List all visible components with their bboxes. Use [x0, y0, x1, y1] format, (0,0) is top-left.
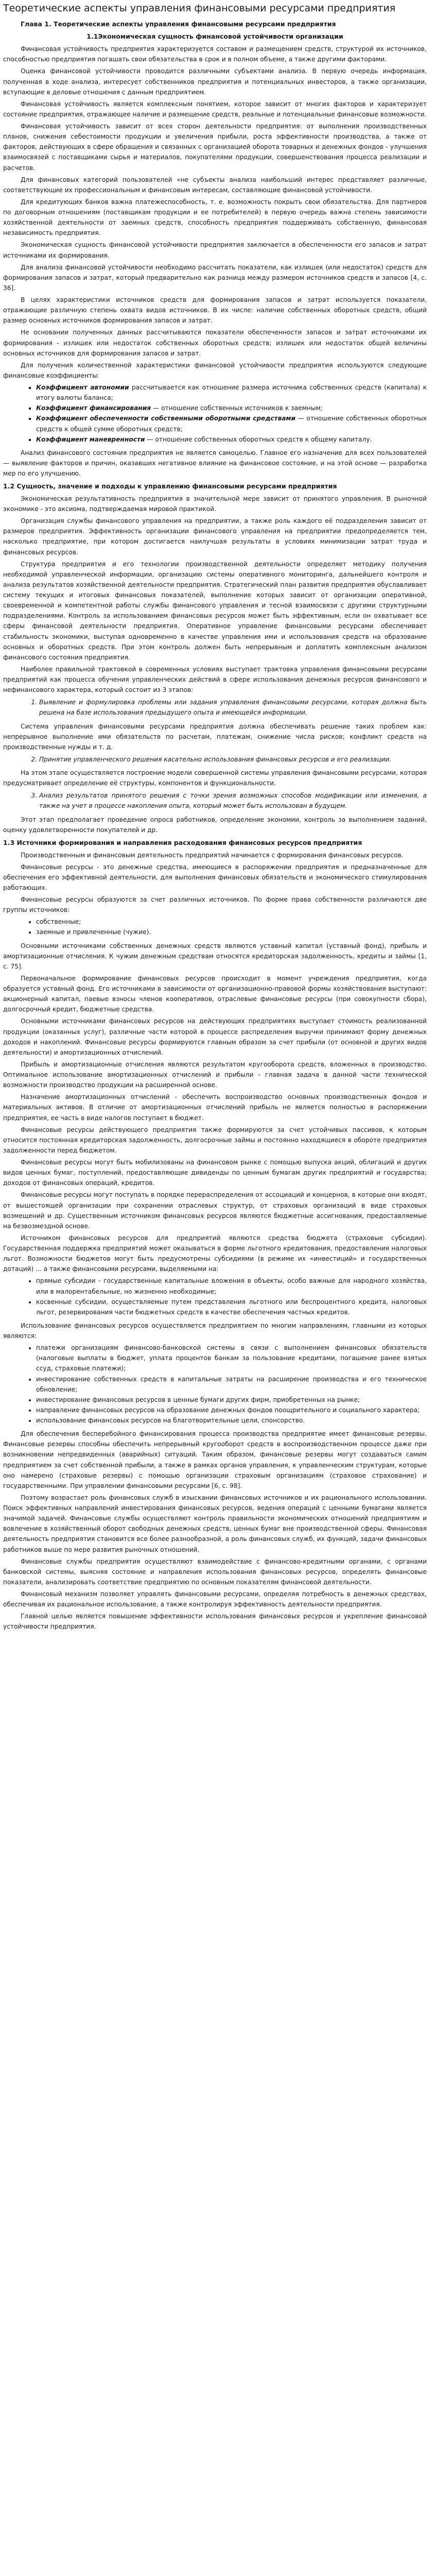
term-definition: — отношение собственных оборотных средств к общему капиталу. — [145, 435, 372, 443]
paragraph: В целях характеристики источников средств для формирования запасов и затрат используется показатели, отражающие различную степень охвата видов источников. В их числе: наличие собственных оборотных средств, общий размер основных источников формирования запасов и затрат. — [3, 296, 427, 325]
term: Коэффициент маневренности — [36, 435, 145, 443]
section-1-2-heading: 1.2 Сущность, значение и подходы к управлению финансовыми ресурсами предприятия — [3, 482, 337, 490]
term-definition: рассчитывается как отношение размера источника собственных средств (капитала) к итогу валюты баланса; — [36, 384, 427, 402]
paragraph: Основными источниками финансовых ресурсов на действующих предприятиях выступает стоимость реализованной продукции (оказанных услуг), различные части которой в процессе распределения выручки принимают форму денежных доходов и накоплений. Финансовые ресурсы формируются главным образом за счет прибыли (от основной и других видов деятельности) и амортизационных отчислений. — [3, 1018, 427, 1056]
term: Коэффициент автономии — [36, 384, 129, 392]
term-definition: — отношение собственных оборотных средств к общей сумме оборотных средств; — [36, 415, 427, 433]
subsidy-forms-list — [3, 1276, 427, 1317]
paragraph: Экономическая сущность финансовой устойчивости предприятия заключается в обеспеченности его запасов и затрат источниками их формирования. — [3, 241, 427, 259]
coefficient-list — [3, 382, 427, 445]
list-item: • собственные; — [36, 917, 427, 927]
paragraph: Прибыль и амортизационные отчисления являются результатом кругооборота средств, вложенных в производство. Оптимальное использование амортизационных отчислений и прибыли - главная задача в данной части технической возможности производство продукции на расширенной основе. — [3, 1060, 427, 1089]
paragraph: Для получения количественной характеристики финансовой устойчивости предприятия используются следующие финансовые коэффициенты: — [3, 361, 427, 379]
list-item: • инвестирование финансовых ресурсов в ценные бумаги других фирм, приобретенных на рынке; — [36, 1395, 427, 1405]
paragraph: Назначение амортизационных отчислений - обеспечить воспроизводство основных производственных фондов и материальных активов. В отличие от амортизационных отчислений прибыль не является полностью в распоряжении предприятия, ее часть в виде налогов поступает в бюджет. — [3, 1093, 427, 1122]
paragraph: Финансовые ресурсы образуются за счет различных источников. По форме права собственности различаются две группы источников: — [3, 896, 427, 914]
list-item — [36, 413, 427, 434]
paragraph: Для обеспечения бесперебойного финансирования процесса производства предприятие имеет финансовые резервы. Финансовые резервы способны обеспечить непрерывный кругооборот средств в воспроизводственном процессе даже при возникновении непредвиденных (аварийных) ситуаций. Таким образом, финансовые резервы могут создаваться самим предприятием за счет собственной прибыли, а также в рамках органов управления, к управленческим структурам, которые оно намерено (страховые резервы) с помощью организации страховым организациям (страховое страхование) и государственными. При управлении финансовыми ресурсами [6, с. 98]. — [3, 1430, 427, 1489]
paragraph: Этот этап предполагает проведение опроса работников, определение экономии, контроль за выполнением заданий, оценку удовлетворенности покупателей и др. — [3, 816, 427, 834]
list-item: • платежи организациям финансово-банковской системы в связи с выполнением финансовых обязательств (налоговые выплаты в бюджет, уплата процентов банкам за пользование кредитами, погашение ранее взятых ссуд, страховые платежи); — [36, 1343, 427, 1374]
paragraph: Финансовые ресурсы могут поступать в порядке перераспределения от ассоциаций и концернов, в которые они входят, от вышестоящей организации при сохранении отраслевых структур, от страховых организаций в виде страховых возмещений и др. Существенным источником финансовых ресурсов являются бюджетные ассигнования, предоставляемые на безвозмездной основе. — [3, 1191, 427, 1230]
paragraph: Оценка финансовой устойчивости проводится различными субъектами анализа. В первую очередь информация, полученная в ходе анализа, интересует собственников предприятия и потенциальных инвесторов, а также организации, вступающие в деловые отношения с данным предприятием. — [3, 67, 427, 96]
term: Коэффициент обеспеченности собственными оборотными средствами — [36, 415, 296, 422]
paragraph: Основными источниками собственных денежных средств являются уставный капитал (уставный фонд), прибыль и амортизационные отчисления. К чужим денежным средствам относятся кредиторская задолженность, кредиты и займы [1, с. 75]. — [3, 942, 427, 970]
list-item: • прямые субсидии - государственные капитальные вложения в объекты, особо важные для народного хозяйства, или в малорентабельные, но жизненно необходимые; — [36, 1276, 427, 1296]
paragraph: На этом этапе осуществляется построение модели совершенной системы управления финансовыми ресурсами, которая предусматривает определение её структуры, компонентов и функциональности. — [3, 769, 427, 787]
list-item: • использование финансовых ресурсов на благотворительные цели, спонсорство. — [36, 1415, 427, 1426]
paragraph: Для финансовых категорий пользователей «не субъекты анализа наибольший интерес представляет различные, соответствующие их профессиональным и финансовым интересам, составляющие финансовой устойчивости. — [3, 176, 427, 194]
management-stages-list — [3, 754, 427, 765]
paragraph: Финансовые ресурсы действующего предприятия также формируются за счет устойчивых пассивов, к которым относится постоянная кредиторская задолженность, долгосрочные займы и постоянно находящиеся в обороте предприятия задолженности перед бюджетом. — [3, 1126, 427, 1154]
section-1-1-heading: 1.1Экономическая сущность финансовой устойчивости организации — [86, 32, 343, 41]
paragraph: Финансовые ресурсы могут быть мобилизованы на финансовом рынке с помощью выпуска акций, облигаций и других видов ценных бумаг, поступлений, предоставляющие дивиденды по ценным бумагам других предприятий и государства; доходов от финансовых операций, кредитов. — [3, 1159, 427, 1187]
paragraph: Система управления финансовыми ресурсами предприятия должна обеспечивать решение таких проблем как: непрерывное выполнение ими обязательств по расчетам, платежам, снижение числа рисков; конфликт средств на производственные нужды и т. д. — [3, 722, 427, 751]
paragraph: Финансовые ресурсы - это денежные средства, имеющиеся в распоряжении предприятия и предназначенные для обеспечения его эффективной деятельности, для выполнения финансовых обязательств и экономического стимулирования работающих. — [3, 863, 427, 891]
list-item — [36, 403, 427, 413]
resource-uses-list — [3, 1343, 427, 1426]
chapter-heading: Глава 1. Теоретические аспекты управления финансовыми ресурсами предприятия — [21, 20, 336, 28]
list-item: • инвестирование собственных средств в капитальные затраты на расширение производства и его техническое обновление; — [36, 1374, 427, 1395]
paragraph: Финансовые службы предприятия осуществляют взаимодействие с финансово-кредитными органами, с органами банковской системы, выясняя состояние и направления использования финансовых ресурсов, определять финансовые показатели, анализировать соответствие предприятию по основным показателям финансовой деятельности. — [3, 1557, 427, 1586]
paragraph: Использование финансовых ресурсов осуществляется предприятием по многим направлениям, главными из которых являются: — [3, 1321, 427, 1340]
paragraph: Структура предприятия и его технологии производственной деятельности определяет методику получения необходимой управленческой информации, организацию системы оперативного мониторинга, дальнейшего контроля и анализа результатов хозяйственной деятельности предприятия. Стратегический план развития предприятия обуславливает систему текущих и итоговых финансовых показателей, выполнение которых зависит от организации оперативной, своевременной и компетентной работы службы финансового управления и тесной взаимосвязи с другими структурными подразделениями. Контроль за использованием финансовых ресурсов может быть эффективным, если он охватывает все сферы финансовой деятельности предприятия. Оперативное управление финансовыми ресурсами обеспечивает стабильность экономики, выступая одновременно в качестве управления ими и использования средств на образование основных и оборотных средств. При этом контроль должен быть непрерывным и доплатить комплексным анализом финансового состояния предприятия. — [3, 560, 427, 661]
paragraph: Финансовый механизм позволяет управлять финансовыми ресурсами, определяя потребность в денежных средствах, обеспечивая их рациональное использование, а также контролируя эффективность деятельности предприятия. — [3, 1590, 427, 1608]
paragraph: Финансовая устойчивость предприятия характеризуется составом и размещением средств, структурой их источников, способностью предприятия погашать свои обязательства в срок и в полном объеме, а также другими факторами. — [3, 45, 427, 63]
list-item — [36, 382, 427, 403]
term: Коэффициент финансирования — [36, 404, 151, 412]
list-item: • направление финансовых ресурсов на образование денежных фондов поощрительного и социального характера; — [36, 1405, 427, 1415]
list-item: 1. Выявление и формулировка проблемы или задания управления финансовыми ресурсами, которая должна быть решена на базе использования предыдущего опыта и имеющейся информации. — [39, 697, 427, 718]
section-1-3-heading: 1.3 Источники формирования и направления расходования финансовых ресурсов предприятия — [3, 838, 362, 846]
paragraph: Финансовая устойчивость является комплексным понятием, которое зависит от многих факторов и характеризует состояние предприятия, отражающее наличие и размещение средств, реальные и потенциальные финансовые возможности. — [3, 100, 427, 118]
paragraph: Не основании полученных данных рассчитываются показатели обеспеченности запасов и затрат источниками их формирования - излишек или недостаток собственных оборотных средств; излишек или недостаток общей величины основных источников для формирования запасов и затрат. — [3, 329, 427, 357]
paragraph: Главной целью является повышение эффективности использования финансовых ресурсов и укрепление финансовой устойчивости предприятия. — [3, 1613, 427, 1631]
source-groups-list — [3, 917, 427, 937]
term-definition: — отношение собственных источников к заемным; — [151, 404, 323, 412]
paragraph: Финансовая устойчивость зависит от всех сторон деятельности предприятия: от выполнения производственных планов, снижения себестоимости продукции и увеличения прибыли, роста эффективности производства, а также от факторов, действующих в сфере обращения и связанных с организацией оборота товарных и денежных фондов - улучшения взаимосвязей с поставщиками сырья и материалов, покупателями продукции, совершенствования процесса реализации и расчетов. — [3, 123, 427, 172]
list-item — [36, 434, 427, 445]
paragraph: Поэтому возрастает роль финансовых служб в изыскании финансовых источников и их рационального использовании. Поиск эффективных направлений инвестирования финансовых ресурсов, ведения операций с ценными бумагами является значимой задачей. Финансовые службы осуществляют контроль правильности экономических отношений предприятиям и вовлечение в хозяйственный оборот свободных денежных средств, ценных бумаг вне производственной сферы. Финансовая деятельность предприятия становится все более разнообразной, а роль финансовых служб, их функций, задачи финансовых работников выше по мере развития рыночных отношений. — [3, 1494, 427, 1553]
list-item: 3. Анализ результатов принятого решения с точки зрения возможных способов модификации или изменения, а также на учет в процессе накопления опыта, который может быть использован в будущем. — [39, 790, 427, 811]
list-item: • косвенные субсидии, осуществляемые путем представления льготного или беспроцентного кредита, налоговых льгот, резервирования части бюджетных средств в качестве обеспечения частных кредитов. — [36, 1297, 427, 1317]
list-item: 2. Принятие управленческого решения касательно использования финансовых ресурсов и его реализации. — [39, 754, 427, 765]
paragraph: Источником финансовых ресурсов для предприятий являются средства бюджета (страховые субсидии). Государственная поддержка предприятий может оказываться в форме льготного кредитования, предоставления налоговых льгот. Возможности бюджетов могут быть предусмотрены субсидиями (в режиме их «инвестиций» и государственных дотаций) ... а также финансовыми ресурсами, выделяемыми на: — [3, 1234, 427, 1273]
management-stages-list — [3, 790, 427, 811]
paragraph: Для кредитующих банков важна платежеспособность, т. е. возможность покрыть свои обязательства. Для партнеров по договорным отношениям (поставщикам продукции и ее потребителей) в первую очередь важна степень зависимости хозяйственной деятельности от заемных средств, способность предприятия поддерживать собственную, финансовая независимость предприятия. — [3, 198, 427, 237]
list-item: • заемные и привлеченные (чужие). — [36, 927, 427, 937]
paragraph: Наиболее правильной трактовкой в современных условиях выступает трактовка управления финансовыми ресурсами предприятий как процесса обучения управленческих действий в сфере использования денежных ресурсов финансового и нефинансового характера, который состоит из 3 этапов: — [3, 665, 427, 694]
document-title: Теоретические аспекты управления финансовыми ресурсами предприятия — [3, 3, 396, 14]
paragraph: Производственным и финансовым деятельность предприятий начинается с формирования финансовых ресурсов. — [21, 851, 404, 859]
paragraph: Организация службы финансового управления на предприятии, а также роль каждого её подразделения зависит от размеров предприятия. Эффективность организации финансового управления на предприятии предопределяется тем, насколько предприятие, при котором достигается наилучшая результаты в условиях минимизации затрат труда и финансовых ресурсов. — [3, 517, 427, 556]
paragraph: Для анализа финансовой устойчивости необходимо рассчитать показатели, как излишек (или недостаток) средств для формирования запасов и затрат, который предварительно как разница между размером источников средств и запасов [4, с. 36]. — [3, 263, 427, 292]
management-stages-list — [3, 697, 427, 718]
paragraph: Анализ финансового состояния предприятия не является самоцелью. Главное его назначение для всех пользователей — выявление факторов и причин, оказавших негативное влияние на финансовое состояние, и на этой основе — разработка мер по его улучшению. — [3, 449, 427, 478]
paragraph: Первоначальное формирование финансовых ресурсов происходит в момент учреждения предприятия, когда образуется уставный фонд. Его источниками в зависимости от организационно-правовой формы хозяйствования выступают: акционерный капитал, паевые взносы членов кооперативов, отраслевые финансовые ресурсы (при совокупности сбора), долгосрочный кредит, бюджетные средства. — [3, 974, 427, 1013]
paragraph: Экономическая результативность предприятия в значительной мере зависит от принятого управления. В рыночной экономике - это аксиома, подтверждаемая мировой практикой. — [3, 495, 427, 513]
